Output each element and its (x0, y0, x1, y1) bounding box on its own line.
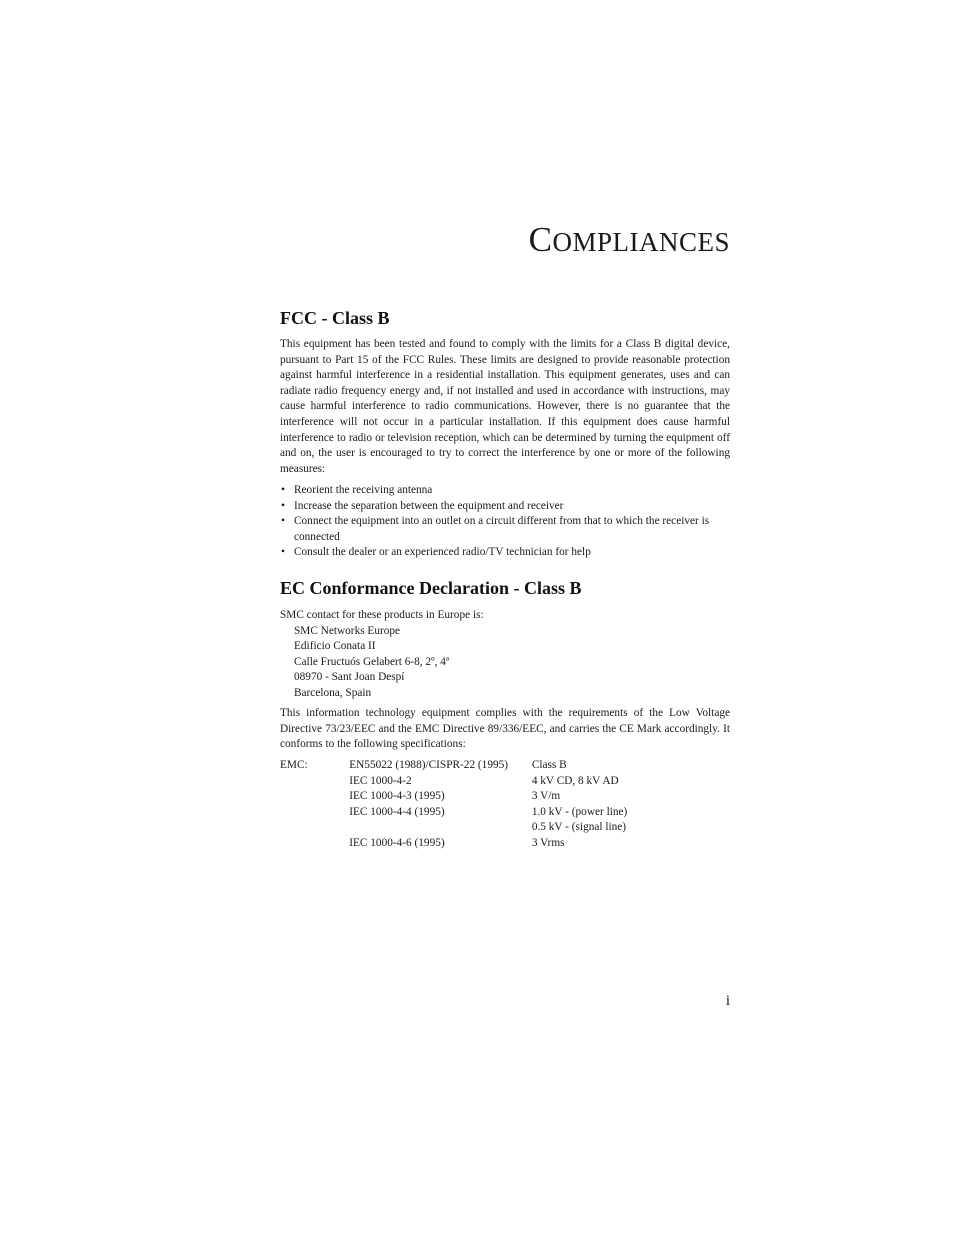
chapter-title (529, 220, 730, 260)
spec-value: 3 V/m (531, 790, 561, 803)
fcc-measures-list (280, 483, 730, 561)
document-page (280, 0, 730, 1235)
table-row (280, 820, 730, 836)
table-row (280, 805, 730, 821)
address-line: Barcelona, Spain (294, 686, 372, 699)
spec-value: Class B (531, 759, 567, 771)
emc-spec-table (280, 758, 730, 852)
table-row (280, 758, 730, 774)
spec-standard: IEC 1000-4-4 (1995) (349, 805, 445, 818)
list-item: • Consult the dealer or an experienced radio/TV technician for help (280, 545, 730, 561)
address-line: 08970 - Sant Joan Despí (294, 671, 405, 684)
ec-contact-block (280, 608, 730, 702)
address-line: SMC Networks Europe (294, 624, 401, 637)
spec-label (280, 774, 349, 790)
spec-standard: EN55022 (1988)/CISPR-22 (1995) (349, 759, 509, 771)
address-line: Calle Fructuós Gelabert 6-8, 2º, 4ª (294, 655, 450, 668)
page-number: i (725, 993, 730, 1009)
spec-value: 4 kV CD, 8 kV AD (531, 774, 619, 787)
address-line: Edificio Conata II (294, 640, 376, 653)
spec-value: 1.0 kV - (power line) (531, 805, 628, 818)
spec-standard (349, 820, 532, 836)
spec-label (280, 836, 349, 852)
chapter-title-initial: C (528, 220, 553, 259)
table-row (280, 774, 730, 790)
list-item: • Connect the equipment into an outlet on a circuit different from that to which the receiver is connected (280, 514, 730, 545)
spec-value: 3 Vrms (531, 836, 565, 849)
ec-paragraph: This information technology equipment complies with the requirements of the Low Voltage Directive 73/23/EEC and the EMC Directive 89/336/EEC, and carries the CE Mark accordingly. It conforms to the following specifications: (280, 707, 730, 751)
table-row (280, 836, 730, 852)
spec-label (280, 820, 349, 836)
list-item: • Reorient the receiving antenna (280, 483, 730, 499)
spec-standard: IEC 1000-4-2 (349, 774, 412, 787)
ec-heading: EC Conformance Declaration - Class B (280, 578, 582, 598)
spec-label (280, 789, 349, 805)
fcc-paragraph: This equipment has been tested and found to comply with the limits for a Class B digital device, pursuant to Part 15 of the FCC Rules. These limits are designed to provide reasonable protection against harmful interference in a residential installation. This equipment generates, uses and can radiate radio frequency energy and, if not installed and used in accordance with instructions, may cause harmful interference to radio communications. However, there is no guarantee that the interference will not occur in a particular installation. If this equipment does cause harmful interference to radio or television reception, which can be determined by turning the equipment off and on, the user is encouraged to try to correct the interference by one or more of the following measures: (280, 338, 730, 475)
spec-standard: IEC 1000-4-3 (1995) (349, 790, 445, 803)
spec-label (280, 805, 349, 821)
fcc-heading: FCC - Class B (280, 308, 390, 328)
spec-value: 0.5 kV - (signal line) (531, 821, 627, 834)
list-item: • Increase the separation between the equipment and receiver (280, 499, 730, 515)
chapter-title-rest: OMPLIANCES (552, 227, 730, 257)
table-row (280, 789, 730, 805)
contact-intro: SMC contact for these products in Europe is: (280, 609, 484, 621)
spec-label: EMC: (280, 759, 308, 771)
spec-standard: IEC 1000-4-6 (1995) (349, 836, 445, 849)
